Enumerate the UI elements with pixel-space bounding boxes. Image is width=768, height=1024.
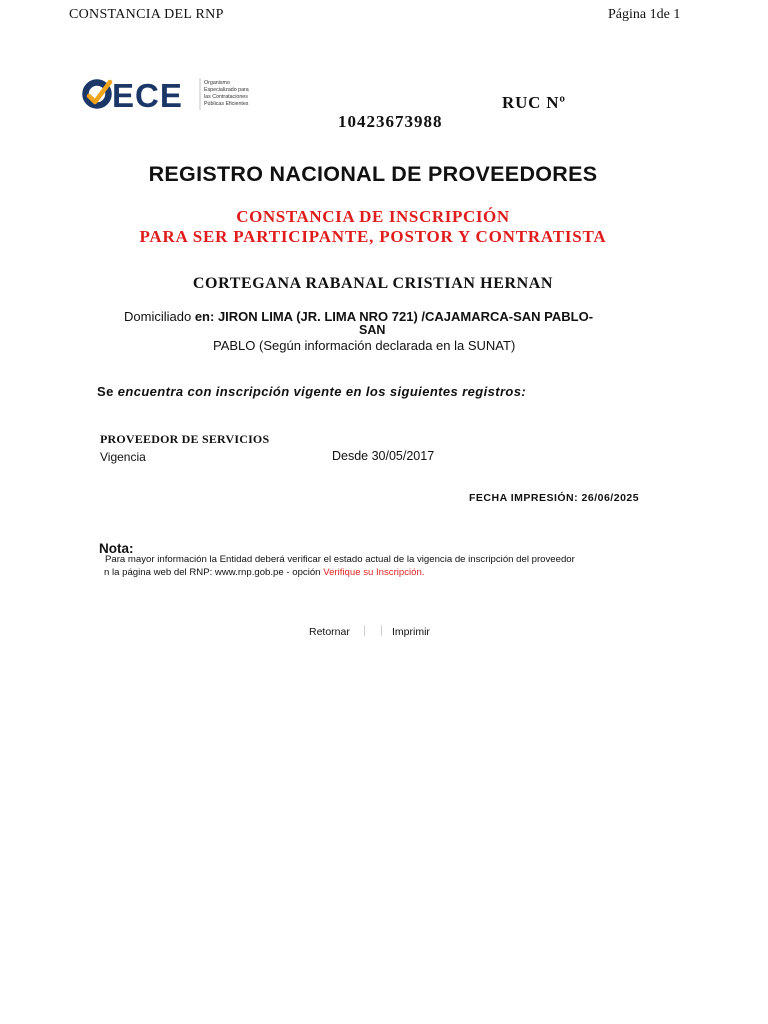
svg-text:Especializado para: Especializado para <box>204 87 249 93</box>
address-line2: PABLO (Según información declarada en la SUNAT) <box>213 338 516 353</box>
certificate-subtitle-line2: PARA SER PARTICIPANTE, POSTOR Y CONTRATISTA <box>139 227 607 246</box>
inscription-encuentra: encuentra <box>117 384 184 399</box>
back-button[interactable]: Retornar <box>309 626 350 638</box>
action-divider <box>364 625 365 636</box>
vigencia-label: Vigencia <box>100 450 146 464</box>
note-title: Nota: <box>99 541 134 556</box>
vigencia-value: Desde 30/05/2017 <box>332 449 435 463</box>
page-number: Página 1de 1 <box>608 7 681 22</box>
inscription-se: Se <box>97 384 114 399</box>
note-line2 <box>104 567 425 578</box>
address-line1-continuation: SAN <box>359 323 386 337</box>
inscription-statement <box>97 384 526 399</box>
registry-type: PROVEEDOR DE SERVICIOS <box>100 432 270 446</box>
inscription-rest: con inscripción vigente en los siguientes registros: <box>187 384 527 399</box>
svg-text:Públicas Eficientes: Públicas Eficientes <box>204 101 249 107</box>
svg-text:Organismo: Organismo <box>204 80 230 86</box>
ruc-number: 10423673988 <box>338 112 443 131</box>
address-prefix: Domiciliado <box>124 309 192 324</box>
address-en: en: <box>194 309 215 324</box>
verify-inscription-link[interactable]: Verifique su Inscripción. <box>323 567 425 578</box>
document-header-title: CONSTANCIA DEL RNP <box>69 7 224 22</box>
oece-logo <box>82 76 272 112</box>
note-line1: Para mayor información la Entidad deberá verificar el estado actual de la vigencia de inscripción del proveedor <box>105 554 575 565</box>
svg-text:las Contrataciones: las Contrataciones <box>204 94 248 100</box>
logo-tagline <box>204 80 249 107</box>
page-title: REGISTRO NACIONAL DE PROVEEDORES <box>148 162 598 186</box>
logo-wordmark: ECE <box>112 77 183 112</box>
ruc-label: RUC Nº <box>502 93 566 112</box>
print-date: FECHA IMPRESIÓN: 26/06/2025 <box>469 492 640 504</box>
print-button[interactable]: Imprimir <box>392 626 430 638</box>
note-line2-text: n la página web del RNP: www.rnp.gob.pe - opción <box>104 567 321 578</box>
provider-name: CORTEGANA RABANAL CRISTIAN HERNAN <box>192 275 554 292</box>
action-divider <box>381 625 382 636</box>
certificate-subtitle-line1: CONSTANCIA DE INSCRIPCIÓN <box>236 207 510 226</box>
address-text: JIRON LIMA (JR. LIMA NRO 721) /CAJAMARCA-SAN PABLO- <box>217 309 594 324</box>
address-line1 <box>124 309 593 324</box>
